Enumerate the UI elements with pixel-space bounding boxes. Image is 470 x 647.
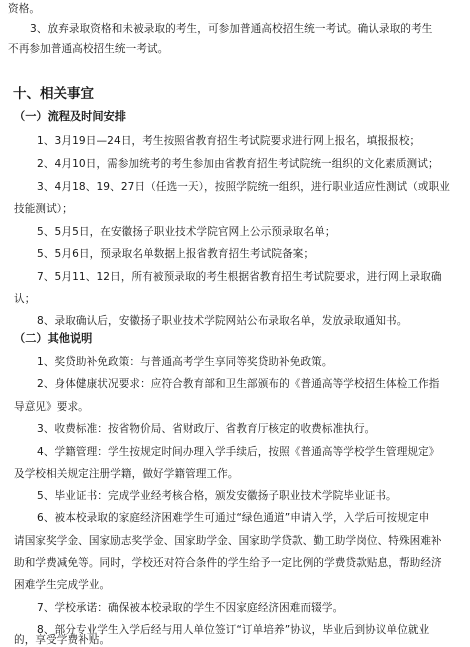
process-item-5: 5、5月6日，预录取名单数据上报省教育招生考试院备案； bbox=[37, 248, 315, 260]
process-item-3-line-1: 3、4月18、19、27日（任选一天），按照学院统一组织，进行职业适应性测试（或职业 bbox=[37, 181, 451, 193]
other-item-6-line-3: 助和学费减免等。同时，学校还对符合条件的学生给予一定比例的学费贷款贴息，帮助经济 bbox=[14, 557, 442, 569]
subsection-1-title: （一）流程及时间安排 bbox=[14, 110, 126, 123]
process-item-7: 8、录取确认后，安徽扬子职业技术学院网站公布录取名单，发放录取通知书。 bbox=[37, 315, 408, 327]
process-item-6-line-1: 7、5月11、12日，所有被预录取的考生根据省教育招生考试院要求，进行网上录取确 bbox=[37, 271, 442, 283]
other-item-4-line-2: 及学校相关规定注册学籍，做好学籍管理工作。 bbox=[14, 468, 239, 480]
other-item-7: 7、学校承诺：确保被本校录取的学生不因家庭经济困难而辍学。 bbox=[37, 602, 344, 614]
other-item-3: 3、收费标准：按省物价局、省财政厅、省教育厅核定的收费标准执行。 bbox=[37, 423, 376, 435]
other-item-8-line-2: 的，享受学费补贴。 bbox=[14, 634, 111, 646]
process-item-3-line-2: 技能测试）； bbox=[14, 203, 73, 215]
other-item-4-line-1: 4、学籍管理：学生按规定时间办理入学手续后，按照《普通高等学校学生管理规定》 bbox=[37, 446, 440, 458]
other-item-1: 1、奖贷助补免政策：与普通高考学生享同等奖贷助补免政策。 bbox=[37, 356, 333, 368]
section-title: 十、相关事宜 bbox=[13, 86, 94, 102]
other-item-8-line-1: 8、部分专业学生入学后经与用人单位签订“订单培养”协议，毕业后到协议单位就业 bbox=[37, 624, 430, 636]
intro-line-2: 3、放弃录取资格和未被录取的考生，可参加普通高校招生统一考试。确认录取的考生 bbox=[30, 23, 433, 35]
other-item-6-line-2: 请国家奖学金、国家励志奖学金、国家助学金、国家助学贷款、勤工助学岗位、特殊困难补 bbox=[14, 535, 442, 547]
other-item-6-line-1: 6、被本校录取的家庭经济困难学生可通过“绿色通道”申请入学，入学后可按规定申 bbox=[37, 512, 430, 524]
other-item-6-line-4: 困难学生完成学业。 bbox=[14, 579, 111, 591]
process-item-4: 5、5月5日，在安徽扬子职业技术学院官网上公示预录取名单； bbox=[37, 226, 336, 238]
subsection-2-title: （二）其他说明 bbox=[14, 332, 93, 345]
process-item-2: 2、4月10日，需参加统考的考生参加由省教育招生考试院统一组织的文化素质测试； bbox=[37, 158, 439, 170]
other-item-5: 5、毕业证书：完成学业经考核合格，颁发安徽扬子职业技术学院毕业证书。 bbox=[37, 490, 397, 502]
other-item-2-line-2: 导意见》要求。 bbox=[14, 401, 89, 413]
process-item-6-line-2: 认； bbox=[14, 293, 36, 305]
other-item-2-line-1: 2、身体健康状况要求：应符合教育部和卫生部颁布的《普通高等学校招生体检工作指 bbox=[37, 378, 440, 390]
intro-line-3: 不再参加普通高校招生统一考试。 bbox=[8, 43, 169, 55]
intro-line-1: 资格。 bbox=[8, 3, 41, 15]
process-item-1: 1、3月19日—24日，考生按照省教育招生考试院要求进行网上报名，填报报校； bbox=[37, 135, 421, 147]
